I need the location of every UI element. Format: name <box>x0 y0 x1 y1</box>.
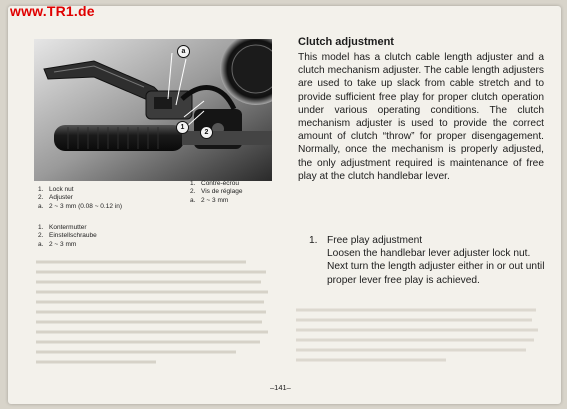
caption-row: 2. Adjuster <box>38 194 73 202</box>
bleed-through-texture <box>36 256 271 368</box>
watermark: www.TR1.de <box>10 3 95 19</box>
captions-french <box>190 180 280 205</box>
caption-row: 1. Lock nut <box>38 186 74 193</box>
caption-row: 1. Contre-écrou <box>190 180 239 187</box>
list-title: Free play adjustment <box>327 235 423 246</box>
captions-english <box>38 186 188 211</box>
captions-german <box>38 224 188 249</box>
body-paragraph: This model has a clutch cable length adjuster and a clutch mechanism adjuster. The cable length adjusters are used to take up slack from cable stretch and to provide sufficient free play for proper clutch operation under various operating conditions. The clutch mechanism adjuster is used to provide the correct amount of clutch “throw” for proper disengagement. Normally, once the mechanism is properly adjusted, the only adjustment required is maintenance of free play at the clutch handlebar lever. <box>298 52 544 182</box>
caption-row: 2. Vis de réglage <box>190 188 243 196</box>
callout-a: a <box>177 45 190 58</box>
callout-1: 1 <box>176 121 189 134</box>
callout-2: 2 <box>200 126 213 139</box>
clutch-lever-photo <box>34 39 272 181</box>
clutch-lever-illustration <box>34 39 272 181</box>
section-heading: Clutch adjustment <box>298 36 394 48</box>
caption-row: a. 2 ~ 3 mm <box>190 196 229 204</box>
list-item <box>309 234 545 287</box>
list-number: 1. <box>309 235 318 246</box>
page-number: –141– <box>270 383 291 392</box>
caption-row: 1. Kontermutter <box>38 224 87 231</box>
list-body: Loosen the handlebar lever adjuster lock nut. Next turn the length adjuster either in or out until proper lever free play is achieved. <box>327 248 545 286</box>
bleed-through-texture <box>296 304 541 372</box>
caption-row: 2. Einstellschraube <box>38 232 97 240</box>
bleed-through-lines <box>296 304 541 372</box>
bleed-through-lines <box>36 256 271 368</box>
caption-row: a. 2 ~ 3 mm <box>38 240 77 248</box>
caption-row: a. 2 ~ 3 mm (0.08 ~ 0.12 in) <box>38 202 122 210</box>
